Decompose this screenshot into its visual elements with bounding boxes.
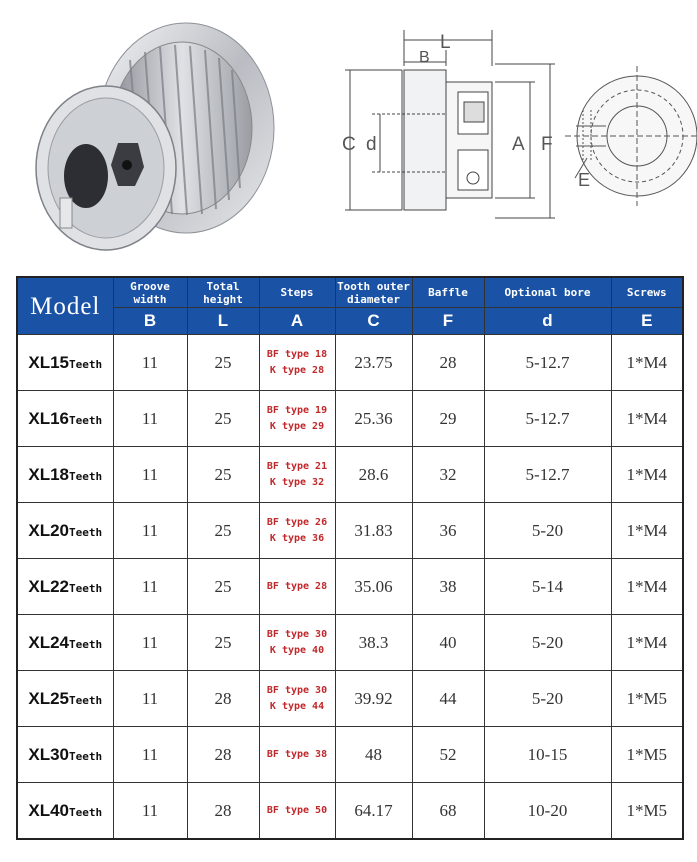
table-row: [17, 671, 683, 727]
steps-cell: [259, 559, 335, 615]
model-cell: [17, 447, 113, 503]
dim-label-B: B: [419, 49, 430, 66]
model-suffix: Teeth: [69, 805, 103, 819]
table-row: [17, 727, 683, 783]
spec-table: [16, 276, 684, 840]
table-row: [17, 447, 683, 503]
model-header: Model: [17, 277, 113, 335]
tooth-outer-diameter-cell: 23.75: [335, 335, 412, 391]
steps-line: K type 28: [269, 364, 325, 376]
steps-line: BF type 30: [266, 684, 328, 696]
steps-line: BF type 26: [266, 516, 328, 528]
groove-width-cell: 11: [113, 503, 187, 559]
screws-cell: 1*M5: [611, 727, 683, 783]
model-name: XL18: [28, 464, 69, 484]
screws-cell: 1*M4: [611, 335, 683, 391]
screws-cell: 1*M5: [611, 783, 683, 840]
screws-cell: 1*M4: [611, 559, 683, 615]
spec-table-body: [17, 335, 683, 840]
groove-width-cell: 11: [113, 671, 187, 727]
groove-width-cell: 11: [113, 559, 187, 615]
steps-cell: [259, 391, 335, 447]
steps-cell: [259, 447, 335, 503]
groove-width-cell: 11: [113, 391, 187, 447]
model-suffix: Teeth: [69, 581, 103, 595]
model-name: XL16: [28, 408, 69, 428]
model-cell: [17, 335, 113, 391]
model-cell: [17, 503, 113, 559]
total-height-cell: 28: [187, 783, 259, 840]
model-cell: [17, 615, 113, 671]
optional-bore-cell: 10-20: [484, 783, 611, 840]
model-cell: [17, 559, 113, 615]
tooth-outer-diameter-cell: 39.92: [335, 671, 412, 727]
tooth-outer-diameter-cell: 38.3: [335, 615, 412, 671]
tooth-outer-diameter-cell: 64.17: [335, 783, 412, 840]
baffle-cell: 44: [412, 671, 484, 727]
baffle-cell: 28: [412, 335, 484, 391]
baffle-cell: 38: [412, 559, 484, 615]
col-code-c: C: [335, 308, 412, 335]
optional-bore-cell: 5-20: [484, 671, 611, 727]
steps-cell: [259, 783, 335, 840]
model-suffix: Teeth: [69, 413, 103, 427]
steps-line: K type 32: [269, 476, 325, 488]
model-name: XL30: [28, 744, 69, 764]
table-row: [17, 615, 683, 671]
model-cell: [17, 783, 113, 840]
total-height-cell: 25: [187, 447, 259, 503]
steps-line: BF type 30: [266, 628, 328, 640]
dim-label-C: C: [342, 134, 356, 155]
model-cell: [17, 671, 113, 727]
model-name: XL15: [28, 352, 69, 372]
table-row: [17, 335, 683, 391]
model-cell: [17, 391, 113, 447]
baffle-cell: 29: [412, 391, 484, 447]
screws-cell: 1*M4: [611, 615, 683, 671]
total-height-cell: 25: [187, 559, 259, 615]
model-suffix: Teeth: [69, 637, 103, 651]
steps-cell: [259, 671, 335, 727]
col-code-f: F: [412, 308, 484, 335]
dim-label-d: d: [366, 134, 377, 155]
col-title-screws: Screws: [611, 277, 683, 308]
col-title-groove-width: Groove width: [113, 277, 187, 308]
screws-cell: 1*M4: [611, 391, 683, 447]
total-height-cell: 25: [187, 335, 259, 391]
total-height-cell: 25: [187, 503, 259, 559]
steps-line: BF type 50: [266, 804, 328, 816]
tooth-outer-diameter-cell: 25.36: [335, 391, 412, 447]
col-title-optional-bore: Optional bore: [484, 277, 611, 308]
model-name: XL24: [28, 632, 69, 652]
col-title-total-height: Total height: [187, 277, 259, 308]
groove-width-cell: 11: [113, 447, 187, 503]
steps-line: BF type 21: [266, 460, 328, 472]
baffle-cell: 68: [412, 783, 484, 840]
model-name: XL20: [28, 520, 69, 540]
baffle-cell: 52: [412, 727, 484, 783]
col-code-b: B: [113, 308, 187, 335]
model-suffix: Teeth: [69, 749, 103, 763]
col-title-steps: Steps: [259, 277, 335, 308]
header-row-titles: [17, 277, 683, 308]
total-height-cell: 28: [187, 671, 259, 727]
baffle-cell: 40: [412, 615, 484, 671]
total-height-cell: 25: [187, 391, 259, 447]
steps-cell: [259, 615, 335, 671]
groove-width-cell: 11: [113, 727, 187, 783]
tooth-outer-diameter-cell: 35.06: [335, 559, 412, 615]
steps-line: BF type 18: [266, 348, 328, 360]
optional-bore-cell: 5-12.7: [484, 391, 611, 447]
baffle-cell: 36: [412, 503, 484, 559]
col-code-d: d: [484, 308, 611, 335]
dim-label-A: A: [512, 134, 525, 155]
optional-bore-cell: 5-14: [484, 559, 611, 615]
steps-line: K type 29: [269, 420, 325, 432]
dim-label-L: L: [440, 32, 451, 53]
steps-cell: [259, 503, 335, 559]
total-height-cell: 25: [187, 615, 259, 671]
groove-width-cell: 11: [113, 335, 187, 391]
optional-bore-cell: 5-12.7: [484, 447, 611, 503]
screws-cell: 1*M5: [611, 671, 683, 727]
model-name: XL22: [28, 576, 69, 596]
model-name: XL40: [28, 800, 69, 820]
steps-cell: [259, 727, 335, 783]
col-code-l: L: [187, 308, 259, 335]
screws-cell: 1*M4: [611, 447, 683, 503]
col-title-tooth-outer-diameter: Tooth outer diameter: [335, 277, 412, 308]
model-suffix: Teeth: [69, 693, 103, 707]
pulley-drawings: [0, 0, 697, 272]
groove-width-cell: 11: [113, 615, 187, 671]
screws-cell: 1*M4: [611, 503, 683, 559]
model-suffix: Teeth: [69, 525, 103, 539]
col-code-e: E: [611, 308, 683, 335]
groove-width-cell: 11: [113, 783, 187, 840]
steps-line: BF type 38: [266, 748, 328, 760]
steps-line: BF type 28: [266, 580, 328, 592]
table-row: [17, 783, 683, 840]
steps-line: K type 40: [269, 644, 325, 656]
optional-bore-cell: 5-12.7: [484, 335, 611, 391]
table-row: [17, 559, 683, 615]
pulley-photo: [36, 23, 274, 250]
optional-bore-cell: 10-15: [484, 727, 611, 783]
steps-cell: [259, 335, 335, 391]
table-row: [17, 503, 683, 559]
model-suffix: Teeth: [69, 357, 103, 371]
tooth-outer-diameter-cell: 48: [335, 727, 412, 783]
steps-line: K type 44: [269, 700, 325, 712]
optional-bore-cell: 5-20: [484, 615, 611, 671]
steps-line: K type 36: [269, 532, 325, 544]
total-height-cell: 28: [187, 727, 259, 783]
dim-label-F: F: [541, 134, 553, 155]
optional-bore-cell: 5-20: [484, 503, 611, 559]
product-illustration-area: [0, 0, 697, 272]
tooth-outer-diameter-cell: 28.6: [335, 447, 412, 503]
model-cell: [17, 727, 113, 783]
header-row-codes: [17, 308, 683, 335]
side-view-drawing: [345, 30, 555, 218]
table-row: [17, 391, 683, 447]
col-title-baffle: Baffle: [412, 277, 484, 308]
col-code-a: A: [259, 308, 335, 335]
tooth-outer-diameter-cell: 31.83: [335, 503, 412, 559]
model-name: XL25: [28, 688, 69, 708]
baffle-cell: 32: [412, 447, 484, 503]
steps-line: BF type 19: [266, 404, 328, 416]
dim-label-E: E: [578, 170, 591, 190]
model-suffix: Teeth: [69, 469, 103, 483]
